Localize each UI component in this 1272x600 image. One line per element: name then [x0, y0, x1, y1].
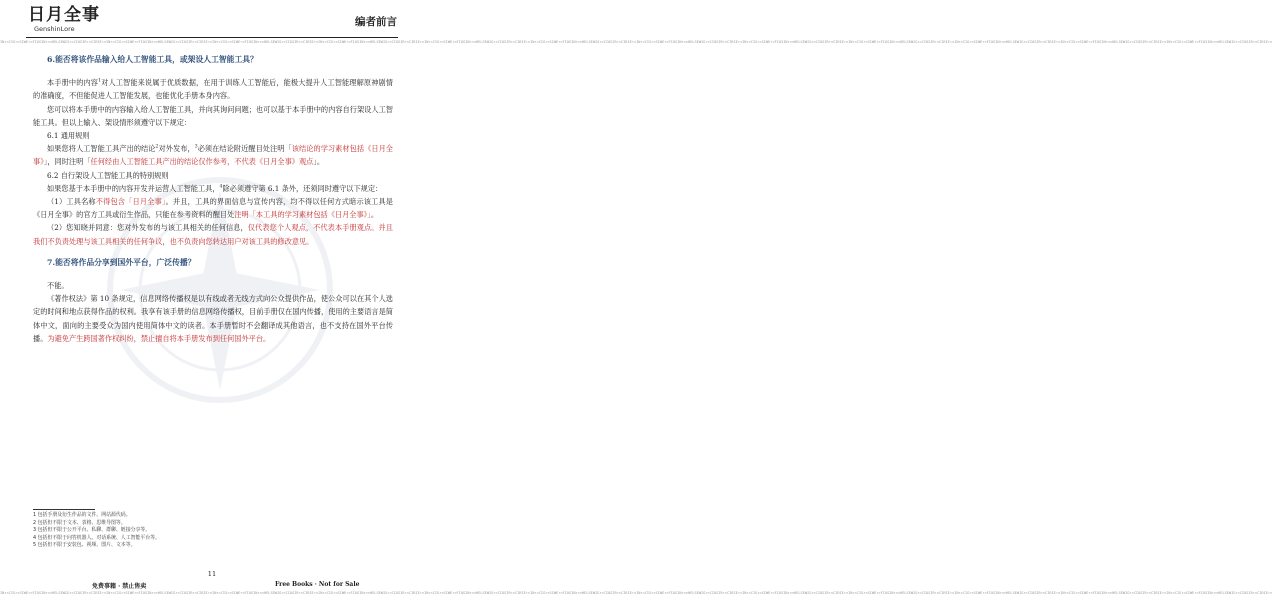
logo-subtext: GenshinLore — [34, 25, 75, 33]
rule-6-2-title: 6.2 自行架设人工智能工具的特别规则 — [47, 170, 169, 180]
body-content — [33, 53, 393, 345]
foreign-platform-prohibition: 为避免产生跨国著作权纠纷，禁止擅自将本手册发布到任何国外平台。 — [47, 333, 271, 343]
footnote-ref-3: 3 — [194, 144, 198, 150]
rule-item-2: （2）您知晓并同意：您对外发布的与该工具相关的任何信息，仅代表您个人观点，不代表本手册观点。并且我们不负责处理与该工具相关的任何争议，也不负责向您转达用户对该工具的修改意见。 — [33, 223, 393, 246]
required-notice-disclaimer: 任何经由人工智能工具产出的结论仅作参考，不代表《日月全事》观点 — [90, 157, 314, 167]
heading-question-7: 7.能否将作品分享到国外平台，广泛传播？ — [47, 257, 196, 267]
footnote-2: 2 包括但不限于文本、表格、思维导图等。 — [33, 519, 126, 526]
rule-item-1: （1）工具名称不得包含「日月全事」。并且，工具的界面信息与宣传内容，均不得以任何方式暗示该工具是《日月全事》的官方工具或衍生作品，只能在参考资料的醒目处注明「本工具的学习素材包括《日月全事》」。 — [33, 197, 393, 220]
footer-left-text: 免费事籍 · 禁止售卖 — [92, 583, 147, 590]
decor-band-top: IN∙≈CIG∙≈SIWE∙≈FIOSIN∙≈≈HELSEWIG∙≈CIOSIR∙≈CIRIE∙≈IN∙≈CIG∙≈SIWE∙≈FIOSIN∙≈≈HELSEWIG∙≈CIOSIR∙≈CIRIE∙≈IN∙≈CIG∙≈SIWE∙≈FIOSIN∙≈≈HELSEWIG∙≈CIOSIR∙≈CIRIE∙≈IN∙≈CIG∙≈SIWE∙≈FIOSIN∙≈≈HELSEWIG∙≈CIOSIR∙≈CIRIE∙≈IN∙≈CIG∙≈SIWE∙≈FIOSIN∙≈≈HELSEWIG∙≈CIOSIR∙≈CIRIE∙≈IN∙≈CIG∙≈SIWE∙≈FIOSIN∙≈≈HELSEWIG∙≈CIOSIR∙≈CIRIE∙≈IN∙≈CIG∙≈SIWE∙≈FIOSIN∙≈≈HELSEWIG∙≈CIOSIR∙≈CIRIE∙≈IN∙≈CIG∙≈SIWE∙≈FIOSIN∙≈≈HELSEWIG∙≈CIOSIR∙≈CIRIE∙≈IN∙≈CIG∙≈SIWE∙≈FIOSIN∙≈≈HELSEWIG∙≈CIOSIR∙≈CIRIE∙≈IN∙≈CIG∙≈SIWE∙≈FIOSIN∙≈≈HELSEWIG∙≈CIOSIR∙≈CIRIE∙≈IN∙≈CIG∙≈SIWE∙≈FIOSIN∙≈≈HELSEWIG∙≈CIOSIR∙≈CIRIE∙≈IN∙≈CIG∙≈SIWE∙≈FIOSIN∙≈≈HELSEWIG∙≈CIOSIR∙≈CIRIE∙≈ — [0, 40, 1272, 44]
page-number: 11 — [207, 570, 217, 578]
footer-right-text: Free Books · Not for Sale — [275, 581, 360, 588]
answer-no: 不能。 — [47, 281, 69, 291]
footnote-3: 3 包括但不限于公开平台、私聊、群聊、链接分享等。 — [33, 527, 151, 534]
footnote-5: 5 包括但不限于安装包、视频、图片、文本等。 — [33, 542, 136, 549]
heading-question-6: 6.能否将该作品输入给人工智能工具，或架设人工智能工具？ — [47, 55, 258, 64]
logo-mark: 日月全事 — [28, 5, 100, 25]
section-title: 编者前言 — [355, 16, 397, 28]
footnote-ref-4: 4 — [219, 184, 223, 190]
paragraph-ai-data: 本手册中的内容$^1$对人工智能来说属于优质数据，在用于训练人工智能后，能极大提升人工智能理解原神剧情的准确度，不但能促进人工智能发展，也能优化手册本身内容。 — [33, 78, 393, 101]
footnotes — [33, 512, 393, 550]
footnote-divider — [33, 509, 95, 510]
footnote-ref-2: 2 — [155, 144, 159, 150]
genshinlore-logo — [28, 6, 106, 36]
rule-6-1-title: 6.1 通用规则 — [47, 131, 90, 141]
footnote-1: 1 包括手册及衍生作品的文件、网站源代码。 — [33, 512, 131, 518]
paragraph-copyright: 《著作权法》第 10 条规定，信息网络传播权是以有线或者无线方式向公众提供作品，使公众可以在其个人选定的时间和地点获得作品的权利。我享有该手册的信息网络传播权，目前手册仅在国内传播，使用的主要语言是简体中文，面向的主要受众为国内使用简体中文的读者。本手册暂时不会翻译成其他语言，也不支持在国外平台传播。为避免产生跨国著作权纠纷，禁止擅自将本手册发布到任何国外平台。 — [33, 294, 393, 343]
footnote-ref-1: 1 — [98, 78, 102, 84]
header-divider — [26, 37, 398, 38]
required-notice-source: 该结论的学习素材包括《日月全事》 — [33, 144, 393, 167]
decor-band-bottom: IN∙≈CIG∙≈SIWE∙≈FIOSIN∙≈≈HELSEWIG∙≈CIOSIR∙≈CIRIE∙≈IN∙≈CIG∙≈SIWE∙≈FIOSIN∙≈≈HELSEWIG∙≈CIOSIR∙≈CIRIE∙≈IN∙≈CIG∙≈SIWE∙≈FIOSIN∙≈≈HELSEWIG∙≈CIOSIR∙≈CIRIE∙≈IN∙≈CIG∙≈SIWE∙≈FIOSIN∙≈≈HELSEWIG∙≈CIOSIR∙≈CIRIE∙≈IN∙≈CIG∙≈SIWE∙≈FIOSIN∙≈≈HELSEWIG∙≈CIOSIR∙≈CIRIE∙≈IN∙≈CIG∙≈SIWE∙≈FIOSIN∙≈≈HELSEWIG∙≈CIOSIR∙≈CIRIE∙≈IN∙≈CIG∙≈SIWE∙≈FIOSIN∙≈≈HELSEWIG∙≈CIOSIR∙≈CIRIE∙≈IN∙≈CIG∙≈SIWE∙≈FIOSIN∙≈≈HELSEWIG∙≈CIOSIR∙≈CIRIE∙≈IN∙≈CIG∙≈SIWE∙≈FIOSIN∙≈≈HELSEWIG∙≈CIOSIR∙≈CIRIE∙≈IN∙≈CIG∙≈SIWE∙≈FIOSIN∙≈≈HELSEWIG∙≈CIOSIR∙≈CIRIE∙≈IN∙≈CIG∙≈SIWE∙≈FIOSIN∙≈≈HELSEWIG∙≈CIOSIR∙≈CIRIE∙≈IN∙≈CIG∙≈SIWE∙≈FIOSIN∙≈≈HELSEWIG∙≈CIOSIR∙≈CIRIE∙≈ — [0, 591, 1272, 595]
paragraph-ai-usage: 您可以将本手册中的内容输入给人工智能工具，并向其询问问题；也可以基于本手册中的内容自行架设人工智能工具。但以上输入、架设情形须遵守以下规定： — [33, 104, 393, 127]
footnote-4: 4 包括但不限于问答机器人、对话系统、人工智能平台等。 — [33, 534, 160, 541]
paragraph-general-rule: 如果您将人工智能工具产出的结论$^2$对外发布，$^3$必须在结论附近醒目处注明「该结论的学习素材包括《日月全事》」，同时注明「任何经由人工智能工具产出的结论仅作参考，不代表《日月全事》观点」。 — [33, 144, 393, 167]
paragraph-special-rule: 如果您基于本手册中的内容开发并运营人工智能工具，$^4$除必须遵守第 6.1 条外，还须同时遵守以下规定： — [47, 183, 383, 193]
